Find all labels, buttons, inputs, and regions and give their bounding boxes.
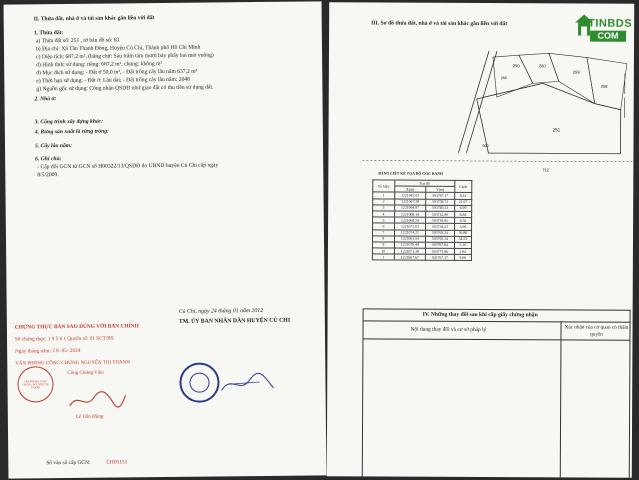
certification-title: CHỨNG THỰC BẢN SAO ĐÚNG VỚI BẢN CHÍNH [14, 323, 139, 331]
section-iii-title: III. Sơ đồ thửa đất, nhà ở và tài sản khác gắn liền với đất [371, 20, 508, 28]
parcel-area: c) Diện tích: 687,2 m², (bằng chữ: Sáu trăm tám mươi bảy phẩy hai mét vuông) [36, 52, 214, 61]
map-label: 258 [600, 83, 608, 89]
table-header: Tọa độ [394, 180, 454, 187]
parcel-map [362, 42, 633, 175]
parcel-number: a) Thửa đất số: 251 , tờ bản đồ số: 63 [35, 37, 120, 45]
table-header: Số hiệu [373, 180, 395, 192]
map-label: 259 [572, 69, 580, 75]
table-cell: 593742.90 [426, 211, 455, 217]
certificate-page-left [4, 1, 327, 478]
note-line-2: 8/5/2009. [37, 172, 59, 179]
logo-text-bottom: COM [590, 31, 626, 42]
table-cell: 593767.17 [426, 254, 455, 260]
map-label: 251 [552, 127, 561, 133]
registry-label: Số vào sổ cấp GCN: [46, 459, 91, 467]
table-cell: 9.08 [454, 255, 471, 261]
map-label: 260 [538, 63, 546, 69]
table-cell: 1221074.21 [394, 230, 425, 236]
certification-office: VĂN PHÒNG CÔNG CHỨNG NGUYỄN THỊ THANH [15, 360, 130, 367]
certification-date: Ngày tháng năm: 2 8 -05- 2024 [15, 347, 81, 355]
notary-signature [68, 389, 128, 412]
table-header: Cạnh [454, 180, 471, 192]
table-subheader: X(m) [394, 186, 425, 192]
table-cell: 21.97 [454, 199, 471, 205]
table-cell: 8 [372, 236, 394, 242]
table-cell: 593767.17 [426, 193, 455, 199]
table-cell: 6.84 [454, 211, 471, 217]
table-cell: 593734.22 [426, 224, 455, 230]
table-cell: 593749.23 [426, 205, 455, 211]
certification-role: Công Chứng Viên [67, 370, 104, 377]
section-ii-title: II. Thửa đất, nhà ở và tài sản khác gắn liền với đất [33, 15, 155, 23]
authority-seal-inner [189, 373, 209, 393]
changes-column-content: Nội dung thay đổi và cơ sở pháp lý [410, 326, 487, 334]
usage-purpose: đ) Mục đích sử dụng: - Đất ở 50,0 m², - Đất trồng cây lâu năm 637,2 m² [36, 68, 198, 77]
table-cell: 8.14 [454, 193, 471, 199]
changes-section [362, 308, 631, 477]
official-signature [219, 370, 275, 399]
table-cell: 1221070.44 [394, 242, 425, 248]
usage-origin: g) Nguồn gốc sử dụng: Công nhận QSDĐ như giao đất có thu tiền sử dụng đất. [36, 84, 214, 93]
table-cell: 1 [372, 254, 394, 260]
table-cell: 2.04 [454, 248, 471, 254]
table-cell: 1221067.67 [394, 254, 425, 260]
table-cell: 10 [372, 248, 394, 254]
table-cell: 593765.14 [426, 236, 455, 242]
coordinate-table [372, 179, 472, 261]
table-row [372, 254, 471, 261]
table-cell: 2 [373, 198, 395, 204]
note-line-1: - Cấp đổi GCN từ GCN số H00322/13/QSDĐ do UBND huyện Củ Chi cấp ngày [37, 162, 219, 171]
map-label: 250 [512, 63, 520, 69]
table-cell: 593765.24 [426, 230, 455, 236]
table-cell: 1221064.97 [394, 205, 425, 211]
map-label: 255 [500, 76, 507, 81]
logo-text-top: TINBDS [588, 17, 633, 30]
table-cell: 34.53 [454, 236, 471, 242]
table-cell: 593775.96 [426, 248, 455, 254]
section-iv-title: IV. Những thay đổi sau khi cấp giấy chứng nhận [422, 311, 538, 319]
house-heading: 2. Nhà ở: [34, 96, 57, 103]
registry-number: CH05151 [106, 459, 128, 466]
table-cell: 6 [373, 223, 395, 229]
map-label: 712 [542, 167, 550, 173]
notary-name: Lê Văn Hùng [75, 413, 104, 420]
table-cell: 3 [373, 205, 395, 211]
changes-column-confirmation: Xác nhận của cơ quan có thẩm quyền [564, 324, 629, 338]
usage-term: e) Thời hạn sử dụng: - Đất ở: Lâu dài; - Đất trồng cây lâu năm: 2048 [36, 76, 190, 85]
issuing-authority: TM. ỦY BAN NHÂN DÂN HUYỆN CỦ CHI [178, 317, 291, 325]
issue-date: Củ Chi, ngày 24 tháng 01 năm 2012 [178, 307, 264, 315]
table-cell: 9 [372, 242, 394, 248]
table-cell: 1221069.24 [394, 217, 425, 223]
table-cell: 593739.85 [426, 217, 455, 223]
table-cell: 39.88 [454, 230, 471, 236]
parcel-address: b) Địa chỉ: Xã Tân Thạnh Đông, Huyện Củ Chi, Thành phố Hồ Chí Minh [35, 44, 201, 53]
note-heading: 6. Ghi chú: [35, 156, 62, 163]
table-cell: 5 [373, 217, 395, 223]
table-cell: 1 [373, 192, 395, 198]
coordinate-table-title: BẢNG LIỆT KÊ TỌA ĐỘ GÓC RANH [378, 171, 443, 176]
usage-form: d) Hình thức sử dụng: riêng: 687,2 m², chung: không m² [36, 61, 163, 69]
table-cell: 1221072.02 [394, 223, 425, 229]
table-cell: 593767.84 [426, 242, 455, 248]
table-cell: 1221071.38 [394, 248, 425, 254]
notary-stamp-text: VĂN PHÒNG CÔNG CHỨNG NGUYỄN THỊ THANH [22, 380, 49, 390]
tinbds-logo [574, 9, 633, 49]
table-cell: 4 [373, 211, 395, 217]
certificate-page-right [327, 2, 634, 478]
table-cell: 1221067.67 [394, 192, 425, 198]
table-cell: 7 [373, 229, 395, 235]
map-label: 500 [482, 144, 489, 149]
parcel-heading: 1. Thửa đất: [33, 30, 64, 37]
table-cell: 6.99 [454, 205, 471, 211]
table-cell: 3.99 [454, 224, 471, 230]
table-cell: 5.10 [454, 242, 471, 248]
table-subheader: Y(m) [426, 186, 455, 192]
table-cell: 1221061.54 [394, 236, 425, 242]
table-cell: 593758.72 [426, 199, 455, 205]
table-cell: 1221067.38 [394, 199, 425, 205]
forest-heading: 4. Rừng sản xuất là rừng trồng: [34, 128, 109, 136]
certification-number: Số chứng thực: 1 9 5 6 1 Quyển số: 01 SCT/BS [15, 335, 114, 343]
perennial-heading: 5. Cây lâu năm: [34, 142, 73, 150]
table-cell: 1221068.14 [394, 211, 425, 217]
construction-heading: 3. Công trình xây dựng khác: [34, 118, 104, 126]
table-cell: 9.56 [454, 217, 471, 223]
